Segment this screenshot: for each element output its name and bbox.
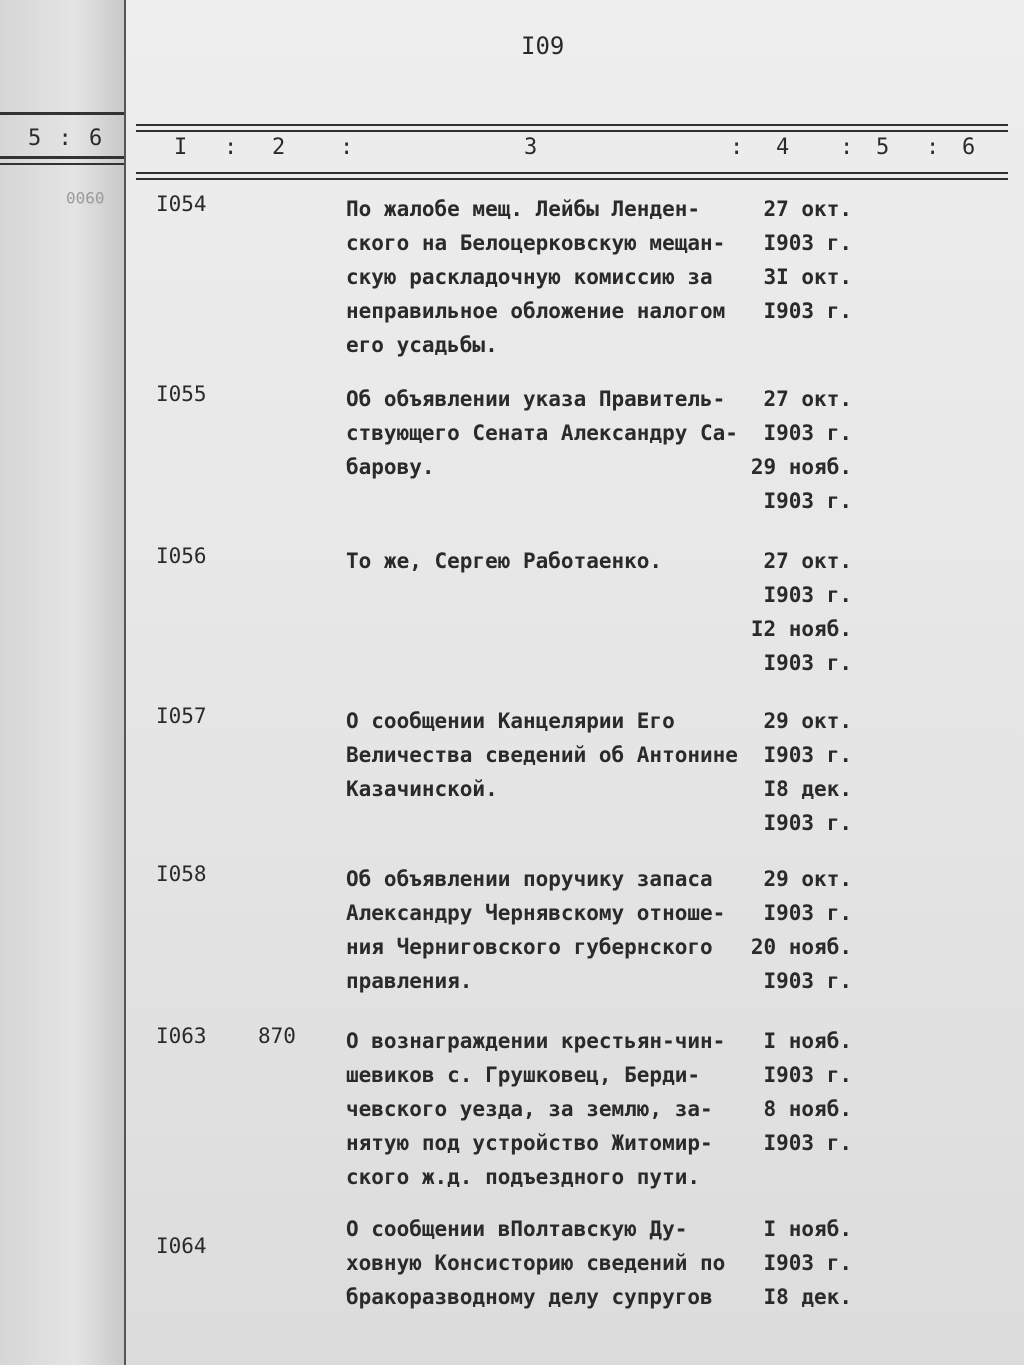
- col-header-3: 3: [524, 135, 538, 160]
- entry-number: I056: [156, 544, 207, 568]
- description-line: чевского уезда, за землю, за-: [346, 1097, 713, 1121]
- date-line: I903 г.: [763, 421, 852, 445]
- description-line: По жалобе мещ. Лейбы Ленден-: [346, 197, 701, 221]
- description-line: Величества сведений об Антонине: [346, 743, 738, 767]
- date-line: I903 г.: [763, 1251, 852, 1275]
- description-line: О вознаграждении крестьян-чин-: [346, 1029, 726, 1053]
- entry-dates: [742, 192, 852, 328]
- entry-number: I054: [156, 192, 207, 216]
- date-line: I903 г.: [763, 583, 852, 607]
- description-line: ния Черниговского губернского: [346, 935, 713, 959]
- date-line: I8 дек.: [763, 1285, 852, 1309]
- entry-description: [346, 192, 744, 362]
- description-line: ствующего Сената Александру Са-: [346, 421, 738, 445]
- col-sep: :: [840, 135, 854, 160]
- description-line: его усадьбы.: [346, 333, 498, 357]
- description-line: Александру Чернявскому отноше-: [346, 901, 726, 925]
- col-sep: :: [224, 135, 238, 160]
- entry-number: I057: [156, 704, 207, 728]
- description-line: О сообщении вПолтавскую Ду-: [346, 1217, 688, 1241]
- entry-description: [346, 382, 744, 484]
- facing-page-header: 5 : 6: [28, 126, 105, 151]
- date-line: I903 г.: [763, 811, 852, 835]
- col-sep: :: [730, 135, 744, 160]
- col-header-2: 2: [272, 135, 286, 160]
- description-line: неправильное обложение налогом: [346, 299, 726, 323]
- date-line: 27 окт.: [763, 387, 852, 411]
- date-line: I903 г.: [763, 299, 852, 323]
- entry-description: [346, 704, 744, 806]
- date-line: I903 г.: [763, 231, 852, 255]
- date-line: 20 нояб.: [750, 935, 852, 959]
- date-line: 27 окт.: [763, 549, 852, 573]
- date-line: I903 г.: [763, 1063, 852, 1087]
- date-line: 3I окт.: [763, 265, 852, 289]
- col-header-1: I: [174, 135, 188, 160]
- description-line: О сообщении Канцелярии Его: [346, 709, 675, 733]
- date-line: I903 г.: [763, 969, 852, 993]
- entry-number: I063: [156, 1024, 207, 1048]
- description-line: шевиков с. Грушковец, Берди-: [346, 1063, 701, 1087]
- date-line: I2 нояб.: [750, 617, 852, 641]
- entry-description: [346, 1212, 744, 1314]
- description-line: Об объявлении поручику запаса: [346, 867, 713, 891]
- description-line: То же, Сергею Работаенко.: [346, 549, 663, 573]
- header-rule-bottom: [136, 172, 1008, 174]
- date-line: I нояб.: [763, 1217, 852, 1241]
- col-sep: :: [340, 135, 354, 160]
- date-line: 29 окт.: [763, 867, 852, 891]
- entry-description: [346, 544, 744, 578]
- description-line: Казачинской.: [346, 777, 498, 801]
- date-line: I903 г.: [763, 651, 852, 675]
- header-rule-top: [136, 124, 1008, 126]
- document-page: [126, 0, 1024, 1365]
- entry-secondary-number: 870: [258, 1024, 296, 1048]
- description-line: правления.: [346, 969, 473, 993]
- date-line: 29 окт.: [763, 709, 852, 733]
- col-header-4: 4: [776, 135, 790, 160]
- description-line: ховную Консисторию сведений по: [346, 1251, 726, 1275]
- col-header-6: 6: [962, 135, 976, 160]
- description-line: нятую под устройство Житомир-: [346, 1131, 713, 1155]
- date-line: I8 дек.: [763, 777, 852, 801]
- col-sep: :: [926, 135, 940, 160]
- entry-dates: [742, 1024, 852, 1160]
- entry-dates: [742, 544, 852, 680]
- entry-number: I058: [156, 862, 207, 886]
- description-line: бракоразводному делу супругов: [346, 1285, 713, 1309]
- header-rule-bottom-2: [136, 178, 1008, 180]
- entry-number: I055: [156, 382, 207, 406]
- date-line: I903 г.: [763, 489, 852, 513]
- description-line: ского на Белоцерковскую мещан-: [346, 231, 726, 255]
- facing-page-margin-mark: 0900: [66, 188, 105, 207]
- entry-description: [346, 862, 744, 998]
- entry-dates: [742, 704, 852, 840]
- entry-dates: [742, 862, 852, 998]
- entry-dates: [742, 382, 852, 518]
- facing-page: [0, 0, 126, 1365]
- date-line: I903 г.: [763, 901, 852, 925]
- description-line: Об объявлении указа Правитель-: [346, 387, 726, 411]
- date-line: I903 г.: [763, 743, 852, 767]
- date-line: 27 окт.: [763, 197, 852, 221]
- description-line: ского ж.д. подъездного пути.: [346, 1165, 701, 1189]
- description-line: барову.: [346, 455, 435, 479]
- entry-dates: [742, 1212, 852, 1314]
- date-line: I нояб.: [763, 1029, 852, 1053]
- date-line: 8 нояб.: [763, 1097, 852, 1121]
- page-number: I09: [521, 32, 565, 60]
- entry-number: I064: [156, 1234, 207, 1258]
- header-rule-top-2: [136, 130, 1008, 132]
- date-line: I903 г.: [763, 1131, 852, 1155]
- entry-description: [346, 1024, 744, 1194]
- date-line: 29 нояб.: [750, 455, 852, 479]
- description-line: скую раскладочную комиссию за: [346, 265, 713, 289]
- col-header-5: 5: [876, 135, 890, 160]
